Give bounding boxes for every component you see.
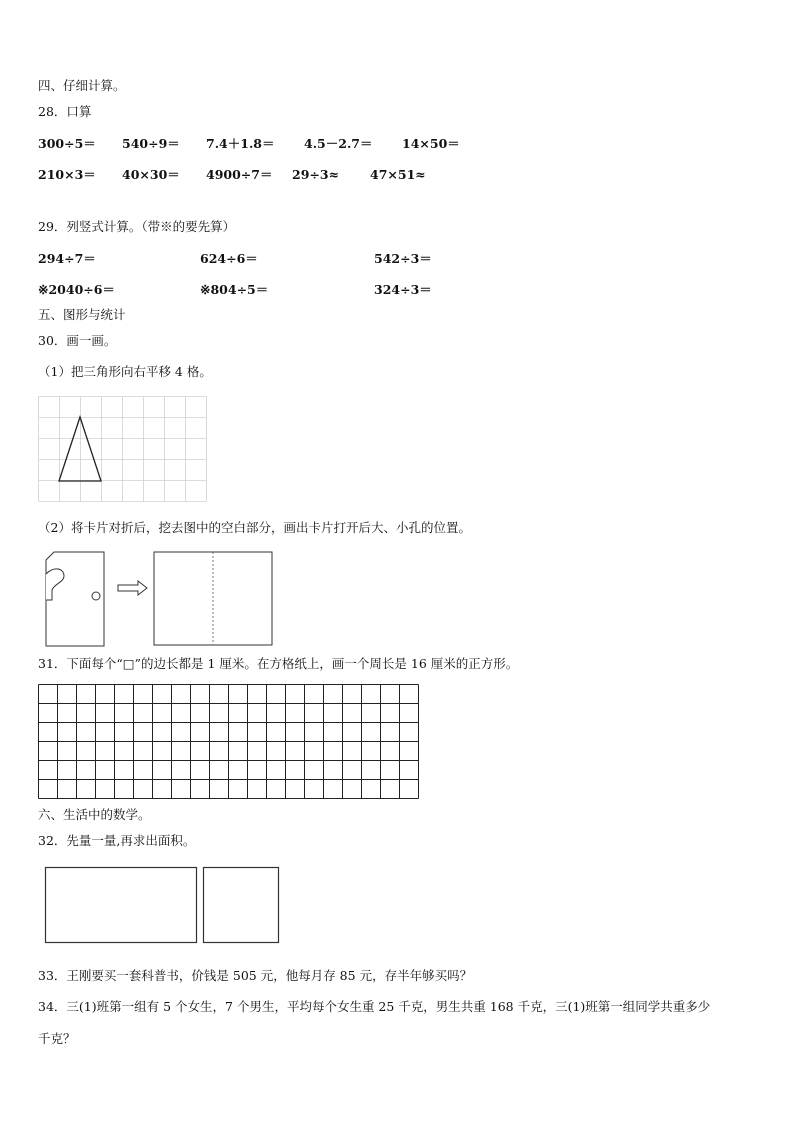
question-29-label: 29．列竖式计算。（带※的要先算） bbox=[38, 219, 236, 234]
vertical-calc-item: 324÷3＝ bbox=[374, 282, 432, 297]
calc-item: 4.5－2.7＝ bbox=[304, 136, 373, 151]
vertical-calc-item: ※804÷5＝ bbox=[200, 282, 269, 297]
calc-item: 300÷5＝ bbox=[38, 136, 96, 151]
calc-item: 29÷3≈ bbox=[292, 167, 340, 182]
small-hole bbox=[92, 592, 100, 600]
calc-item: 40×30＝ bbox=[122, 167, 180, 182]
square-shape bbox=[204, 868, 279, 943]
translation-grid bbox=[38, 396, 208, 503]
calc-item: 540÷9＝ bbox=[122, 136, 180, 151]
question-30-part2: （2）将卡片对折后，挖去图中的空白部分，画出卡片打开后大、小孔的位置。 bbox=[38, 520, 471, 535]
section-heading-4: 四、仔细计算。 bbox=[38, 78, 126, 93]
rectangle-shape bbox=[46, 868, 197, 943]
vertical-calc-item: 294÷7＝ bbox=[38, 251, 96, 266]
vertical-calc-item: ※2040÷6＝ bbox=[38, 282, 115, 297]
question-34-line1: 34．三(1)班第一组有 5 个女生，7 个男生，平均每个女生重 25 千克，男生共重 168 千克，三(1)班第一组同学共重多少 bbox=[38, 999, 711, 1014]
vertical-calc-item: 542÷3＝ bbox=[374, 251, 432, 266]
question-32-label: 32．先量一量,再求出面积。 bbox=[38, 833, 196, 848]
triangle-shape bbox=[59, 417, 101, 481]
measure-rectangles bbox=[44, 865, 284, 945]
calc-item: 210×3＝ bbox=[38, 167, 96, 182]
square-grid bbox=[38, 684, 422, 802]
calc-item: 7.4＋1.8＝ bbox=[206, 136, 275, 151]
right-arrow-icon bbox=[118, 581, 147, 595]
calc-item: 14×50＝ bbox=[402, 136, 460, 151]
folded-card-figure bbox=[40, 546, 276, 650]
calc-item: 4900÷7＝ bbox=[206, 167, 273, 182]
section-heading-6: 六、生活中的数学。 bbox=[38, 807, 151, 822]
question-30-label: 30．画一画。 bbox=[38, 333, 117, 348]
question-31-label: 31．下面每个“□”的边长都是 1 厘米。在方格纸上，画一个周长是 16 厘米的正方形。 bbox=[38, 656, 519, 671]
question-30-part1: （1）把三角形向右平移 4 格。 bbox=[38, 364, 212, 379]
question-33-label: 33．王刚要买一套科普书，价钱是 505 元，他每月存 85 元，存半年够买吗？ bbox=[38, 968, 473, 983]
calc-item: 47×51≈ bbox=[370, 167, 426, 182]
question-28-label: 28．口算 bbox=[38, 104, 92, 119]
question-34-line2: 千克？ bbox=[38, 1031, 76, 1046]
big-hole bbox=[46, 569, 64, 600]
vertical-calc-item: 624÷6＝ bbox=[200, 251, 258, 266]
section-heading-5: 五、图形与统计 bbox=[38, 307, 126, 322]
